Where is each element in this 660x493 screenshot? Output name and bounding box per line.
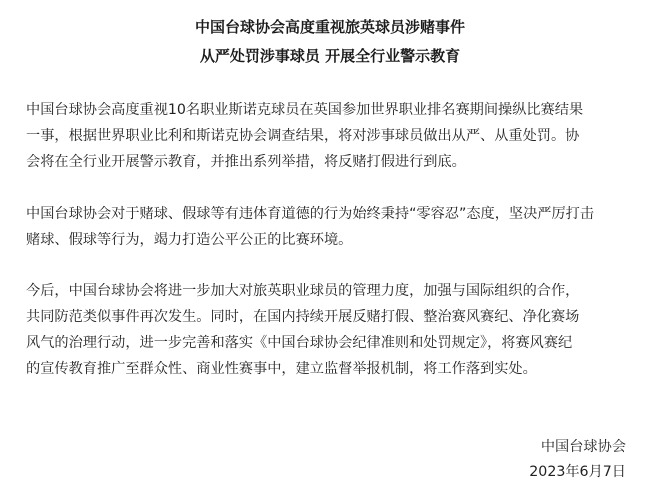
paragraph-line: 今后，中国台球协会将进一步加大对旅英职业球员的管理力度，加强与国际组织的合作， (26, 283, 580, 299)
paragraph-line: 中国台球协会对于赌球、假球等有违体育道德的行为始终秉持“零容忍”态度，坚决严厉打击 (26, 206, 595, 222)
paragraph-line: 风气的治理行动，进一步完善和落实《中国台球协会纪律准则和处罚规定》，将赛风赛纪 (26, 335, 573, 351)
signature-organization: 中国台球协会 (540, 439, 626, 455)
paragraph-line: 会将在全行业开展警示教育，并推出系列举措，将反赌打假进行到底。 (26, 154, 466, 170)
paragraph-3 (26, 278, 638, 382)
paragraph-line: 一事，根据世界职业比利和斯诺克协会调查结果，将对涉事球员做出从严、从重处罚。协 (26, 128, 580, 144)
paragraph-line: 赌球、假球等行为，竭力打造公平公正的比赛环境。 (26, 232, 353, 248)
paragraph-line: 的宣传教育推广至群众性、商业性赛事中，建立监督举报机制，将工作落到实处。 (26, 361, 537, 377)
paragraph-line: 共同防范类似事件再次发生。同时，在国内持续开展反赌打假、整治赛风赛纪、净化赛场 (26, 309, 580, 325)
paragraph-2 (26, 201, 638, 253)
headline: 中国台球协会高度重视旅英球员涉赌事件 (194, 18, 465, 36)
signature-date: 2023年6月7日 (529, 464, 626, 480)
paragraph-line: 中国台球协会高度重视10名职业斯诺克球员在英国参加世界职业排名赛期间操纵比赛结果 (26, 102, 584, 118)
paragraph-1 (26, 97, 638, 175)
subheadline: 从严处罚涉事球员 开展全行业警示教育 (199, 47, 461, 65)
